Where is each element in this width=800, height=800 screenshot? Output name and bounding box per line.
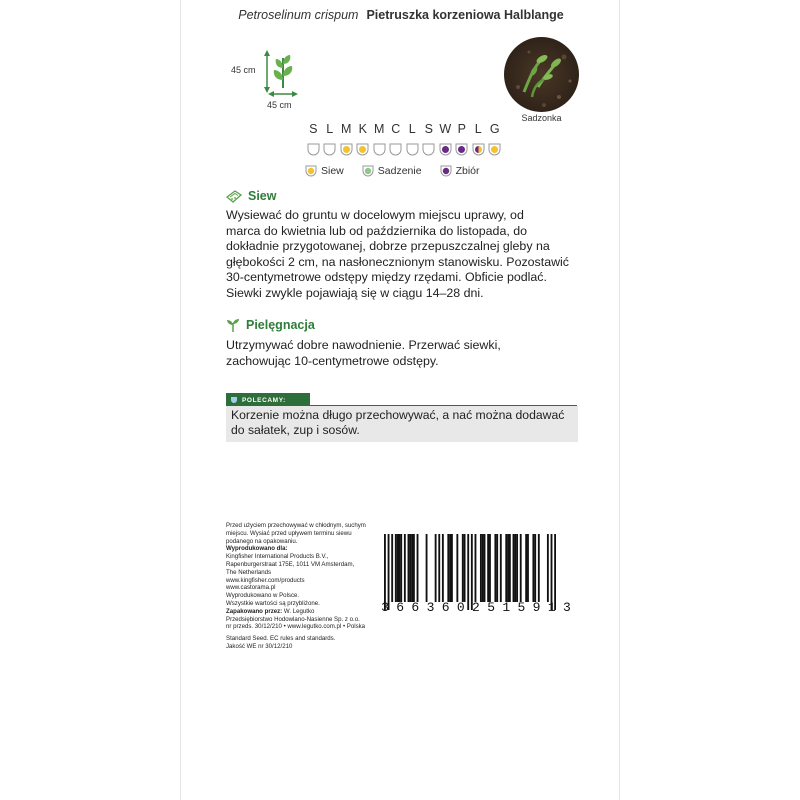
barcode-bar [547, 534, 549, 602]
month-label: M [374, 122, 385, 136]
barcode-digit: 3 [381, 600, 389, 615]
seedling-photo [504, 37, 579, 112]
barcode-bar [464, 534, 466, 602]
month-label: C [391, 122, 401, 136]
barcode-digit: 1 [547, 600, 556, 615]
horizontal-spacing-label: 45 cm [267, 100, 292, 110]
small-print [226, 522, 386, 651]
storage-line: Przed użyciem przechowywać w chłodnym, suchym [226, 522, 366, 529]
calendar-months [305, 122, 503, 136]
plant-spacing-icon [263, 50, 299, 100]
calendar-drop-sow [487, 143, 504, 157]
barcode-digit: 1 [502, 600, 511, 615]
barcode-bar [516, 534, 518, 602]
standard-line: Jakość WE nr 30/12/210 [226, 642, 293, 650]
sowing-title: Siew [248, 189, 277, 203]
drop-icon [455, 143, 468, 156]
drop-icon [356, 143, 369, 156]
recommend-box [226, 406, 578, 442]
barcode-bar [408, 534, 410, 602]
barcode-bar [507, 534, 509, 602]
barcode-bar [494, 534, 496, 602]
product-name: Pietruszka korzeniowa Halblange [366, 8, 564, 22]
barcode-bar [532, 534, 534, 602]
barcode-bar [471, 534, 473, 610]
storage-line: miejscu. Wysiać przed upływem terminu siewu [226, 529, 352, 537]
text-line: dokładnie przygotowanej, dobrze przepuszczalnej gleby na [226, 239, 550, 254]
legend-plant-label: Sadzenie [377, 165, 422, 177]
barcode-bar [520, 534, 522, 602]
barcode-bar [388, 534, 390, 610]
barcode-digit: 6 [411, 600, 420, 615]
barcode-bar [447, 534, 449, 602]
drop-icon [373, 143, 386, 156]
packed-for-label: Wyprodukowano dla: [226, 545, 288, 553]
barcode-bar [384, 534, 386, 610]
legend-sow [305, 165, 344, 177]
month-label: K [358, 122, 367, 136]
packer-detail: nr przeds. 30/12/210 • www.legutko.com.pl • Polska [226, 623, 366, 631]
storage-line: podanego na opakowaniu. [226, 537, 298, 545]
barcode-bar [509, 534, 511, 602]
barcode-bar [480, 534, 482, 602]
calendar-drop-none [388, 143, 405, 157]
barcode-bar [462, 534, 464, 602]
barcode-bar [442, 534, 444, 602]
sow-drop-icon [305, 165, 317, 177]
barcode-bar [525, 534, 527, 602]
care-text [226, 338, 586, 369]
month-label: L [474, 122, 482, 136]
drop-icon [422, 143, 435, 156]
month-label: L [326, 122, 334, 136]
spacing-diagram [231, 50, 311, 112]
month-label: G [489, 122, 500, 136]
barcode-bar [484, 534, 486, 602]
barcode-bar [505, 534, 507, 602]
calendar-drop-harvest-sow [470, 143, 487, 157]
packer-label: Zapakowano przez: [226, 607, 283, 615]
barcode-digit: 9 [532, 600, 541, 615]
standard-line: Standard Seed. EC rules and standards. [226, 635, 336, 643]
barcode-bar [413, 534, 415, 602]
care-title: Pielęgnacja [246, 318, 315, 332]
barcode-bar [538, 534, 540, 602]
text-line: Siewki zwykle pojawiają się w ciągu 14–28 dni. [226, 285, 484, 300]
barcode-bar [400, 534, 402, 602]
badge-icon [230, 396, 238, 404]
legend-sow-label: Siew [321, 165, 344, 177]
month-label: L [408, 122, 416, 136]
barcode-bar [482, 534, 484, 602]
barcode-bar [398, 534, 400, 602]
legend-plant [362, 165, 422, 177]
barcode-digit: 3 [426, 600, 435, 615]
harvest-drop-icon [440, 165, 452, 177]
barcode-bar [451, 534, 453, 602]
website-line: www.castorama.pl [226, 584, 276, 592]
drop-icon [340, 143, 353, 156]
barcode-bar [456, 534, 458, 602]
calendar-drop-harvest [454, 143, 471, 157]
seed-packet-back [180, 0, 620, 800]
barcode-digit: 0 [456, 600, 465, 615]
text-line: 30-centymetrowe odstępy między rzędami. Obficie podlać. [226, 270, 547, 285]
text-line: do sałatek, zup i sosów. [231, 423, 360, 437]
packer-line [226, 608, 386, 616]
legend-harvest [440, 165, 480, 177]
calendar-legend [305, 165, 498, 177]
calendar-drop-none [322, 143, 339, 157]
month-label: W [439, 122, 452, 136]
text-line: głębokości 2 cm, na nasłonecznionym stanowisku. Pozostawić [226, 254, 569, 269]
calendar-drop-none [404, 143, 421, 157]
approx-line: Wszystkie wartości są przybliżone. [226, 599, 320, 607]
barcode [384, 534, 556, 610]
barcode-digit: 6 [441, 600, 450, 615]
plant-drop-icon [362, 165, 374, 177]
sowing-text [226, 208, 586, 302]
barcode-bar [514, 534, 516, 602]
photo-caption: Sadzonka [521, 113, 562, 123]
barcode-digit: 3 [562, 600, 571, 615]
text-line: Wysiewać do gruntu w docelowym miejscu uprawy, od [226, 208, 524, 222]
calendar-drop-harvest [437, 143, 454, 157]
month-label: S [309, 122, 318, 136]
legend-harvest-label: Zbiór [455, 165, 480, 177]
seed-packet-icon [226, 190, 242, 203]
address-line: Kingfisher International Products B.V., [226, 553, 329, 561]
origin-line: Wyprodukowano w Polsce. [226, 592, 300, 600]
month-label: P [457, 122, 466, 136]
calendar-drop-none [305, 143, 322, 157]
drop-icon [472, 143, 485, 156]
barcode-bar [417, 534, 419, 602]
barcode-bar [411, 534, 413, 602]
text-line: Korzenie można długo przechowywać, a nać można dodawać [231, 408, 565, 422]
barcode-number [378, 600, 574, 615]
barcode-bar [426, 534, 428, 602]
drop-icon [389, 143, 402, 156]
barcode-bar [409, 534, 411, 602]
month-label: M [341, 122, 352, 136]
barcode-bar [551, 534, 553, 610]
drop-icon [323, 143, 336, 156]
packer-detail: Przedsiębiorstwo Hodowlano-Nasienne Sp. z o.o. [226, 615, 360, 623]
barcode-bar [435, 534, 437, 602]
barcode-bar [489, 534, 491, 602]
barcode-bar [467, 534, 469, 610]
drop-icon [406, 143, 419, 156]
barcode-bar [496, 534, 498, 602]
drop-icon [488, 143, 501, 156]
barcode-bar [500, 534, 502, 602]
barcode-bar [395, 534, 397, 602]
vertical-spacing-label: 45 cm [231, 65, 256, 75]
calendar-drop-sow [338, 143, 355, 157]
calendar-drop-sow [355, 143, 372, 157]
recommend-tag [226, 393, 310, 407]
drop-icon [307, 143, 320, 156]
barcode-digit: 5 [517, 600, 526, 615]
latin-name: Petroselinum crispum [238, 8, 359, 22]
packer-name: W. Legutko [282, 607, 315, 615]
care-heading [226, 318, 315, 332]
barcode-bar [449, 534, 451, 602]
month-label: S [424, 122, 433, 136]
barcode-bar [527, 534, 529, 602]
barcode-bar [404, 534, 406, 602]
barcode-digit: 5 [487, 600, 495, 615]
website-line: www.kingfisher.com/products [226, 576, 305, 584]
calendar-drop-none [421, 143, 438, 157]
packet-header [181, 8, 621, 22]
text-line: marca do kwietnia lub od października do listopada, do [226, 223, 527, 238]
barcode-bar [534, 534, 536, 602]
barcode-bar [513, 534, 515, 602]
sprout-icon [226, 318, 240, 332]
barcode-bar [475, 534, 477, 602]
text-line: Utrzymywać dobre nawodnienie. Przerwać siewki, [226, 338, 501, 352]
barcode-bar [438, 534, 440, 602]
calendar-drop-none [371, 143, 388, 157]
address-line: Rapenburgerstraat 175E, 1011 VM Amsterdam, [226, 560, 355, 568]
barcode-bar [487, 534, 489, 602]
drop-icon [439, 143, 452, 156]
calendar-drops [305, 143, 503, 157]
barcode-bar [391, 534, 393, 602]
barcode-bar [397, 534, 399, 602]
text-line: zachowując 10-centymetrowe odstępy. [226, 353, 439, 368]
address-line: The Netherlands [226, 568, 272, 576]
sowing-heading [226, 189, 277, 203]
barcode-digit: 2 [472, 600, 480, 615]
recommend-tag-label: POLECAMY: [242, 396, 286, 404]
barcode-bar [554, 534, 556, 610]
barcode-digit: 6 [396, 600, 405, 615]
